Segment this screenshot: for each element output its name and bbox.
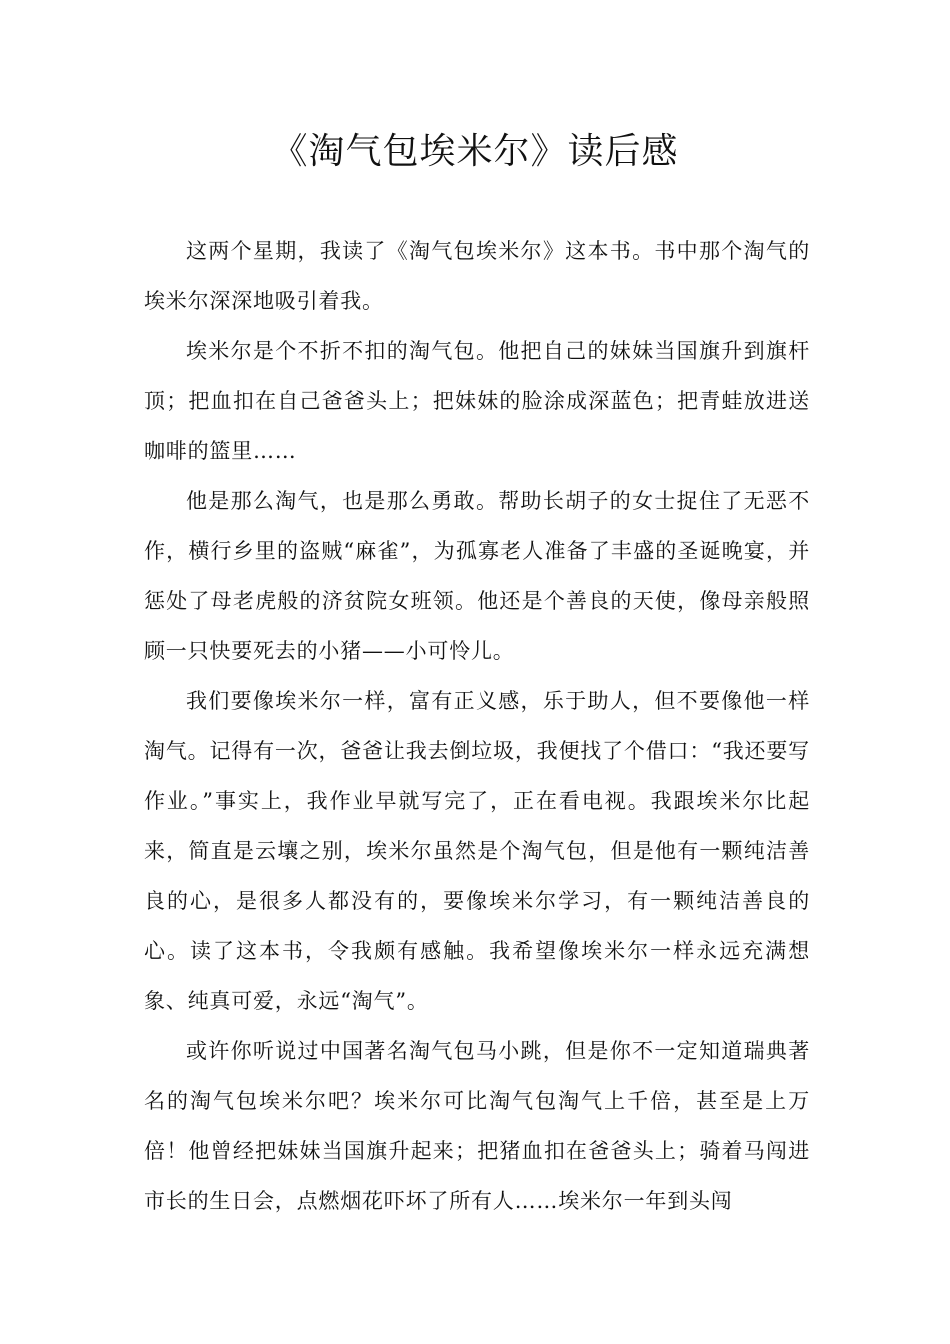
paragraph: 这两个星期，我读了《淘气包埃米尔》这本书。书中那个淘气的埃米尔深深地吸引着我。 [144,239,810,313]
document-body [144,226,810,1226]
paragraph: 我们要像埃米尔一样，富有正义感，乐于助人，但不要像他一样淘气。记得有一次，爸爸让我去倒垃圾，我便找了个借口：“我还要写作业。”事实上，我作业早就写完了，正在看电视。我跟埃米尔比起来，简直是云壤之别，埃米尔虽然是个淘气包，但是他有一颗纯洁善良的心，是很多人都没有的，要像埃米尔学习，有一颗纯洁善良的心。读了这本书，令我颇有感触。我希望像埃米尔一样永远充满想象、纯真可爱，永远“淘气”。 [144,689,810,1013]
paragraph: 埃米尔是个不折不扣的淘气包。他把自己的妹妹当国旗升到旗杆顶；把血扣在自己爸爸头上；把妹妹的脸涂成深蓝色；把青蛙放进送咖啡的篮里…… [144,339,810,463]
paragraph: 或许你听说过中国著名淘气包马小跳，但是你不一定知道瑞典著名的淘气包埃米尔吧？埃米尔可比淘气包淘气上千倍，甚至是上万倍！他曾经把妹妹当国旗升起来；把猪血扣在爸爸头上；骑着马闯进市长的生日会，点燃烟花吓坏了所有人……埃米尔一年到头闯 [144,1039,810,1213]
paragraph: 他是那么淘气，也是那么勇敢。帮助长胡子的女士捉住了无恶不作，横行乡里的盗贼“麻雀”，为孤寡老人准备了丰盛的圣诞晚宴，并惩处了母老虎般的济贫院女班领。他还是个善良的天使，像母亲般照顾一只快要死去的小猪——小可怜儿。 [144,489,810,663]
document-title: 《淘气包埃米尔》读后感 [271,131,679,172]
